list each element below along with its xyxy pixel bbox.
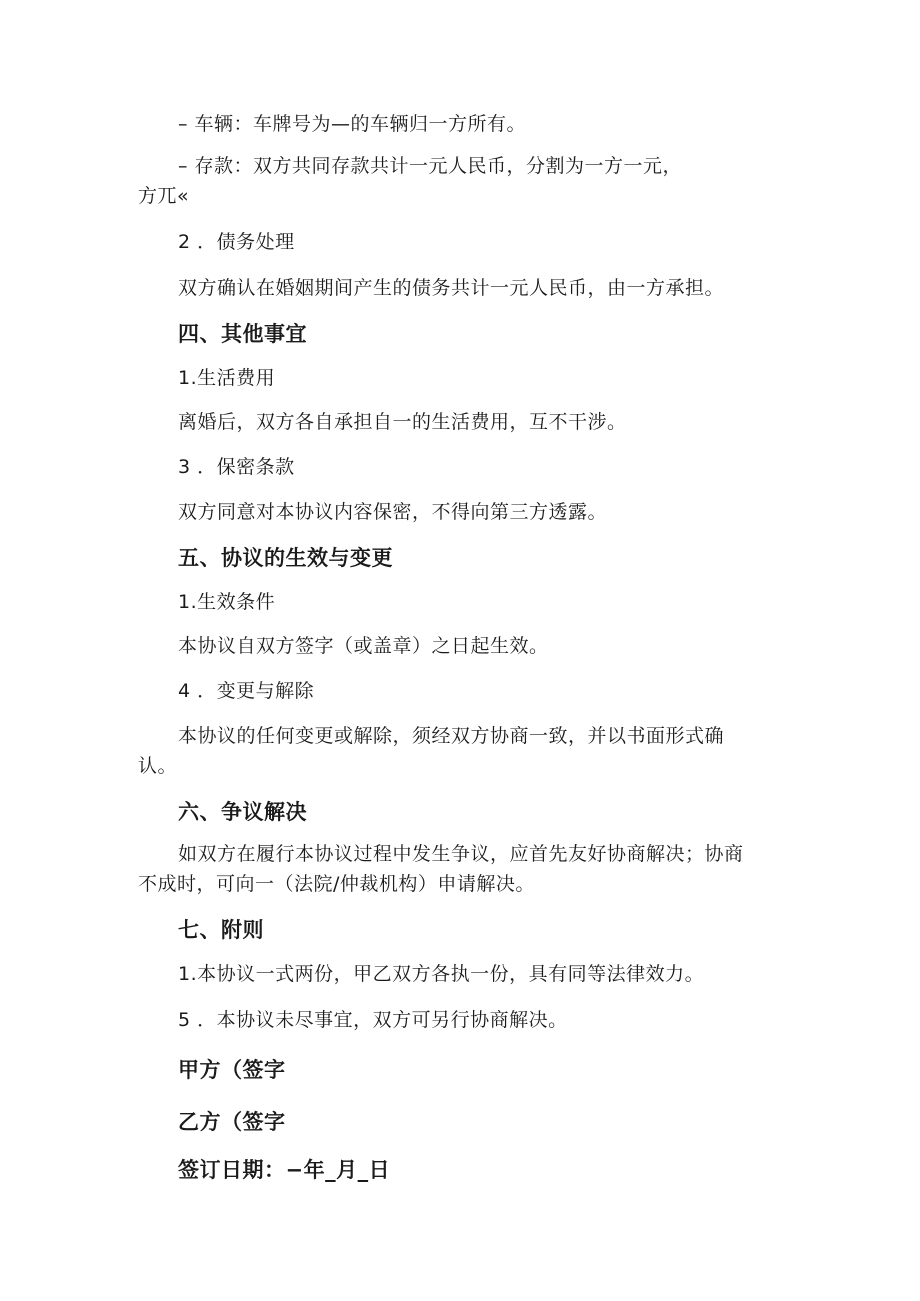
confidentiality-text: 双方同意对本协议内容保密，不得向第三方透露。 <box>178 501 608 523</box>
effective-condition-title: 1.生效条件 <box>178 591 276 613</box>
debt-text: 双方确认在婚姻期间产生的债务共计一元人民币，由一方承担。 <box>178 277 725 299</box>
section-6-heading: 六、争议解决 <box>178 800 307 824</box>
deposit-line-2: 方兀« <box>138 185 190 207</box>
living-expenses-text: 离婚后，双方各自承担自一的生活费用，互不干涉。 <box>178 411 627 433</box>
confidentiality-title: 3 ．保密条款 <box>178 456 295 478</box>
change-termination-text-2: 认。 <box>138 755 178 777</box>
party-b-signature: 乙方（签字 <box>178 1110 286 1134</box>
change-termination-title: 4 ．变更与解除 <box>178 680 315 702</box>
signing-date: 签订日期：−年_月_日 <box>178 1158 391 1182</box>
dispute-text-1: 如双方在履行本协议过程中发生争议，应首先友好协商解决；协商 <box>178 843 744 865</box>
dispute-text-2: 不成时，可向一（法院/仲裁机构）申请解决。 <box>138 873 535 895</box>
section-5-heading: 五、协议的生效与变更 <box>178 546 393 570</box>
effective-condition-text: 本协议自双方签字（或盖章）之日起生效。 <box>178 635 549 657</box>
change-termination-text-1: 本协议的任何变更或解除，须经双方协商一致，并以书面形式确 <box>178 725 725 747</box>
vehicle-line: – 车辆：车牌号为—的车辆归一方所有。 <box>178 113 527 135</box>
section-7-heading: 七、附则 <box>178 918 264 942</box>
deposit-line-1: – 存款：双方共同存款共计一元人民币，分割为一方一元， <box>178 155 683 177</box>
living-expenses-title: 1.生活费用 <box>178 367 276 389</box>
appendix-item-1: 1.本协议一式两份，甲乙双方各执一份，具有同等法律效力。 <box>178 963 705 985</box>
appendix-item-2: 5 ．本协议未尽事宜，双方可另行协商解决。 <box>178 1009 568 1031</box>
party-a-signature: 甲方（签字 <box>178 1058 286 1082</box>
debt-title: 2 ．债务处理 <box>178 231 295 253</box>
section-4-heading: 四、其他事宜 <box>178 322 307 346</box>
